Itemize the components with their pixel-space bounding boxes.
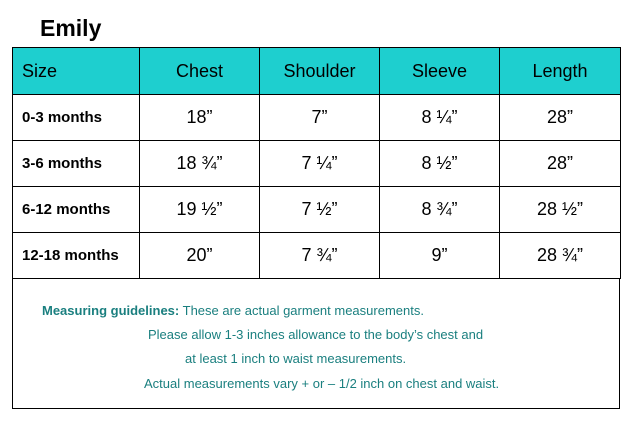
header-chest: Chest (140, 48, 260, 95)
guidelines-text: These are actual garment measurements. (179, 303, 424, 318)
length-cell: 28 ½” (500, 187, 621, 233)
table-header-row (13, 48, 621, 95)
header-shoulder: Shoulder (260, 48, 380, 95)
chest-cell: 18” (140, 95, 260, 141)
size-cell: 0-3 months (13, 95, 140, 141)
chest-cell: 18 ¾” (140, 141, 260, 187)
table-row (13, 141, 621, 187)
guidelines-line-4: Actual measurements vary + or – 1/2 inch on chest and waist. (144, 376, 500, 391)
size-cell: 3-6 months (13, 141, 140, 187)
size-cell: 6-12 months (13, 187, 140, 233)
length-cell: 28” (500, 95, 621, 141)
table-row (13, 95, 621, 141)
guidelines-line-1 (42, 303, 424, 319)
product-title: Emily (40, 15, 102, 41)
shoulder-cell: 7” (260, 95, 380, 141)
header-sleeve: Sleeve (380, 48, 500, 95)
measuring-guidelines-box (12, 278, 620, 409)
chest-cell: 20” (140, 233, 260, 279)
shoulder-cell: 7 ½” (260, 187, 380, 233)
length-cell: 28” (500, 141, 621, 187)
sleeve-cell: 9” (380, 233, 500, 279)
sleeve-cell: 8 ¼” (380, 95, 500, 141)
table-row (13, 187, 621, 233)
header-length: Length (500, 48, 621, 95)
chest-cell: 19 ½” (140, 187, 260, 233)
length-cell: 28 ¾” (500, 233, 621, 279)
header-size: Size (13, 48, 140, 95)
table-row (13, 233, 621, 279)
guidelines-line-3: at least 1 inch to waist measurements. (185, 351, 407, 366)
shoulder-cell: 7 ¾” (260, 233, 380, 279)
size-chart-table (12, 47, 621, 279)
sleeve-cell: 8 ¾” (380, 187, 500, 233)
sleeve-cell: 8 ½” (380, 141, 500, 187)
guidelines-line-2: Please allow 1-3 inches allowance to the body’s chest and (148, 327, 484, 342)
size-cell: 12-18 months (13, 233, 140, 279)
guidelines-label: Measuring guidelines: (42, 303, 180, 318)
shoulder-cell: 7 ¼” (260, 141, 380, 187)
